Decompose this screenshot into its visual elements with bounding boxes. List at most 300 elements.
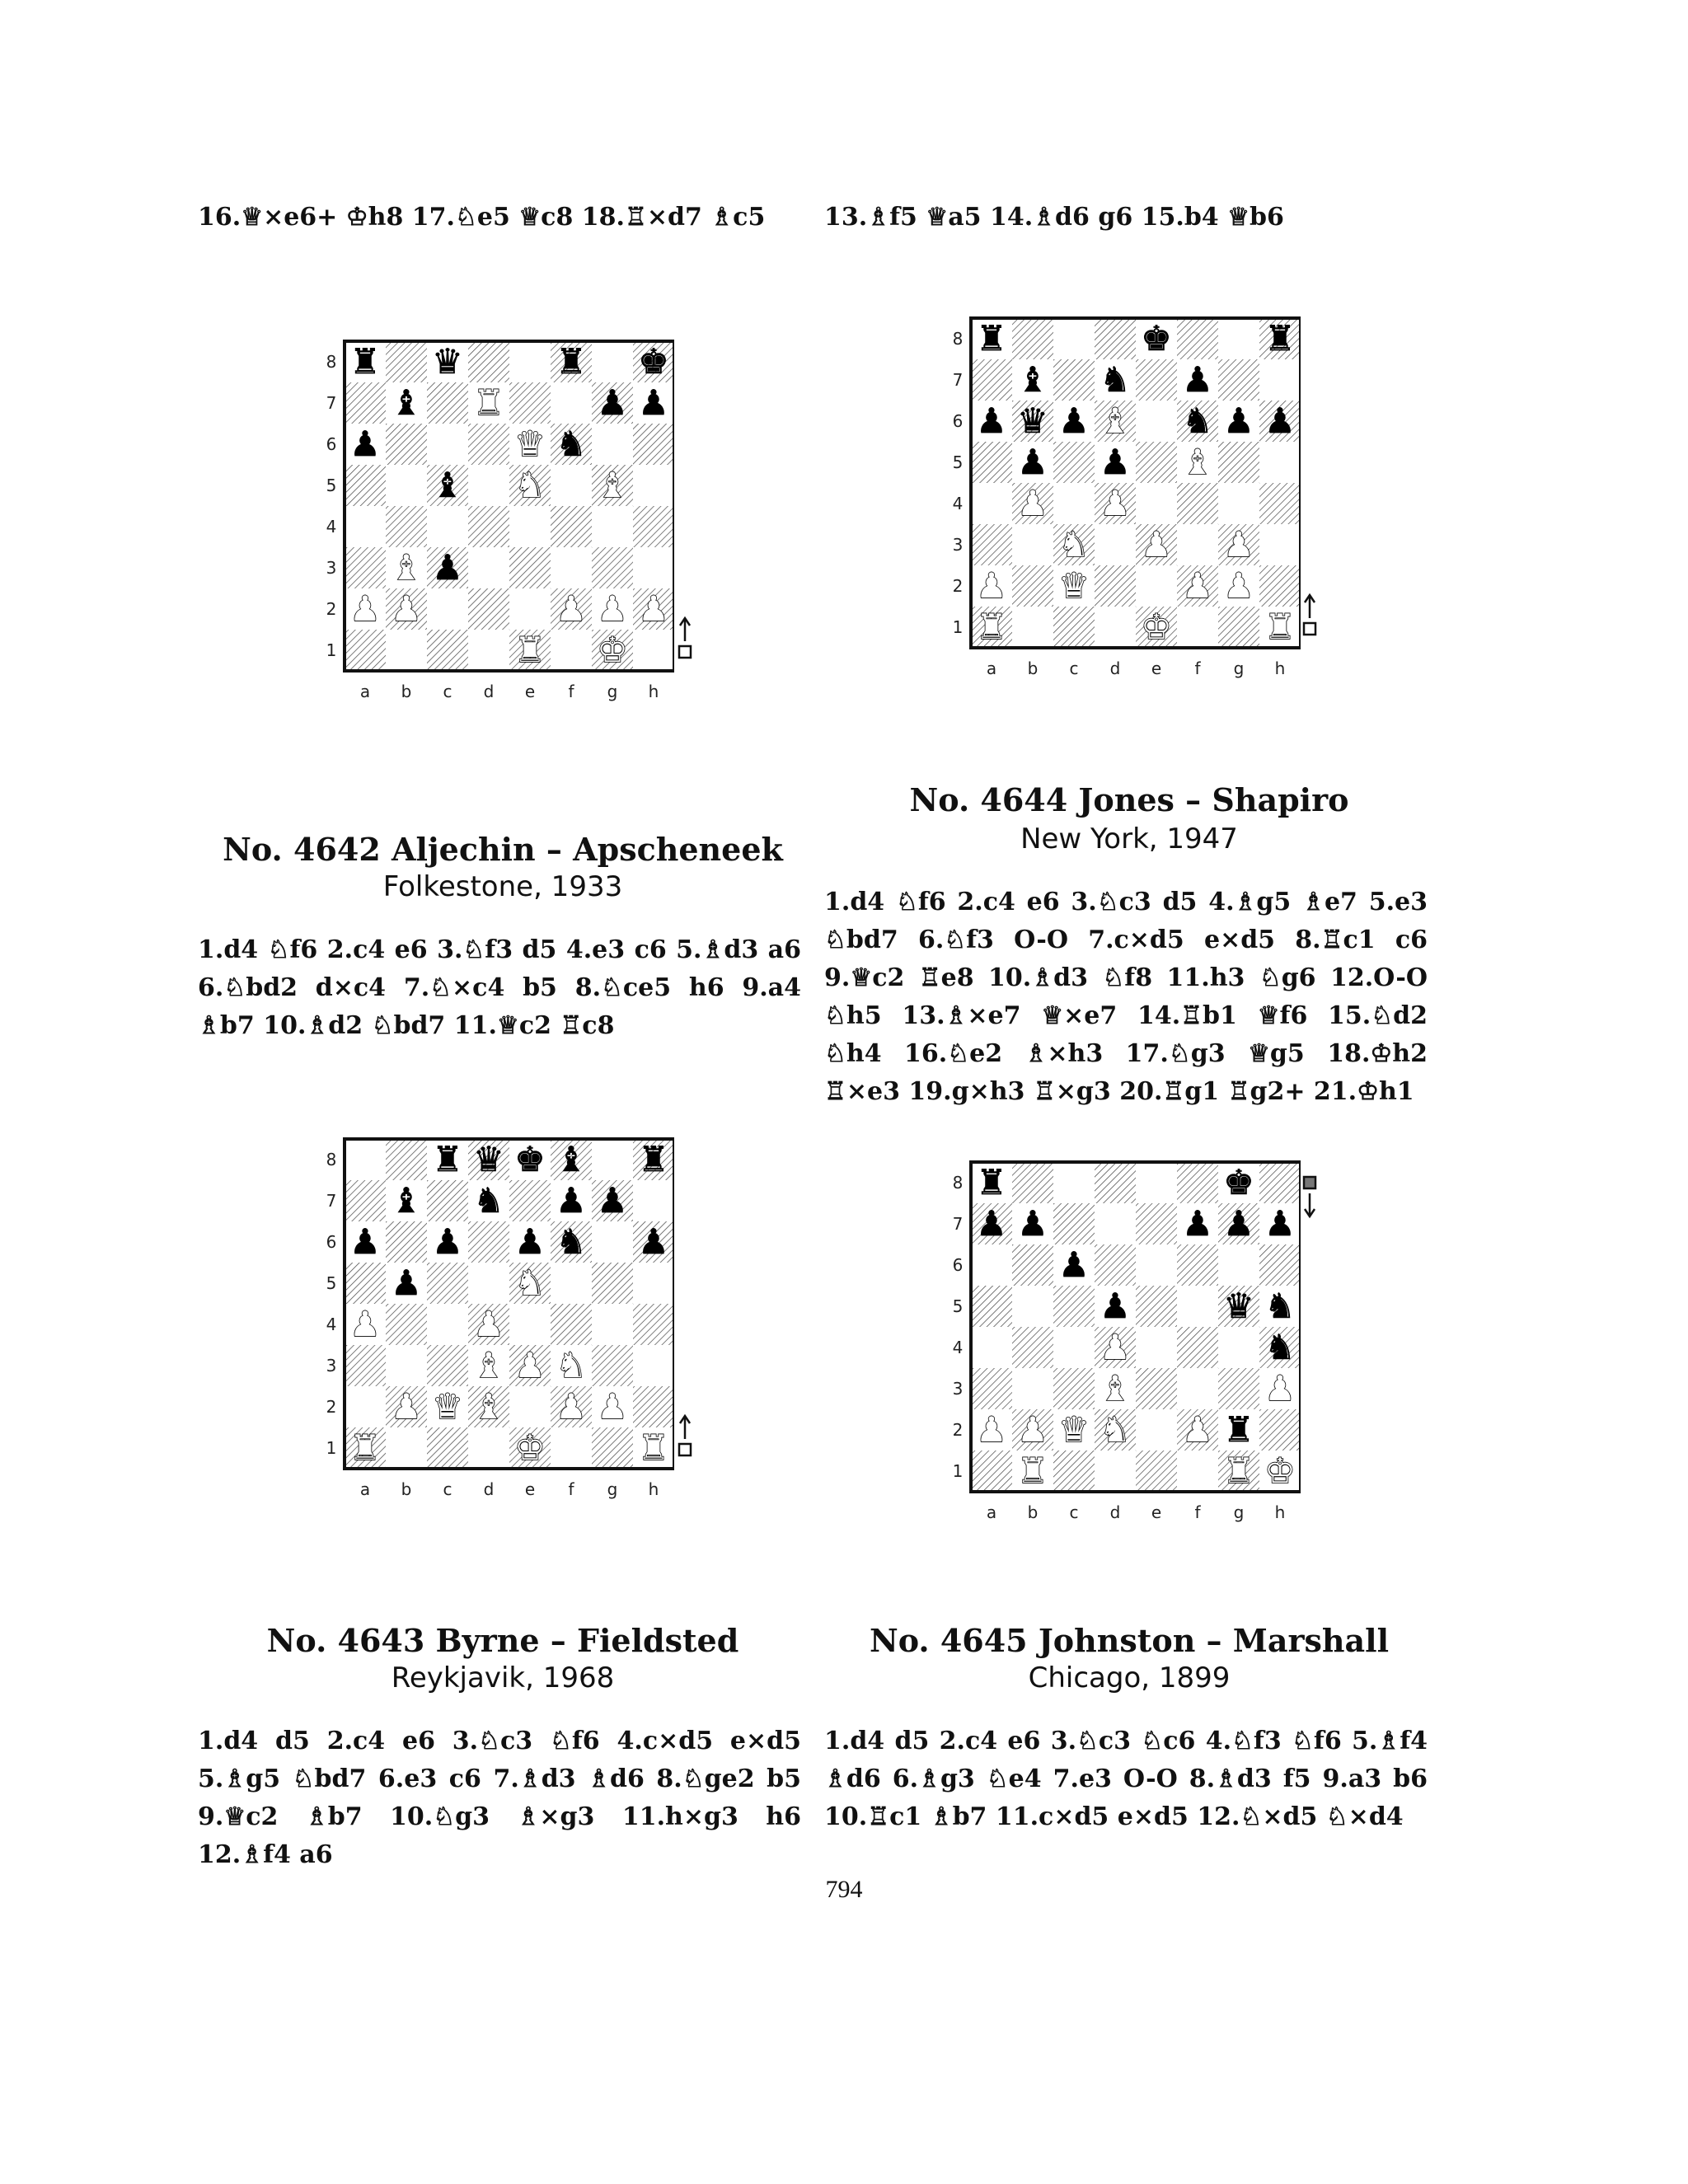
black-pawn-icon: ♟ — [432, 1221, 463, 1262]
white-pawn-icon: ♟ — [1264, 1368, 1296, 1408]
black-knight-icon: ♞ — [556, 424, 587, 464]
board-square — [1177, 1368, 1218, 1409]
board-square — [386, 630, 427, 671]
white-pawn-icon: ♟ — [1223, 524, 1254, 565]
board-square — [427, 1345, 468, 1386]
rank-label: 6 — [326, 1232, 337, 1252]
board-square — [1218, 483, 1259, 524]
white-pawn-icon: ♟ — [638, 588, 669, 629]
file-label: e — [524, 1479, 536, 1499]
board-square — [1136, 1409, 1177, 1451]
white-queen-icon: ♛ — [432, 1386, 463, 1427]
white-pawn-icon: ♟ — [556, 588, 587, 629]
white-king-icon: ♚ — [597, 630, 628, 670]
rank-label: 3 — [326, 1356, 337, 1376]
board-square — [1136, 483, 1177, 524]
black-pawn-icon: ♟ — [514, 1221, 546, 1262]
board-square — [427, 506, 468, 547]
black-pawn-icon: ♟ — [976, 401, 1007, 441]
white-pawn-icon: ♟ — [473, 1304, 504, 1344]
black-pawn-icon: ♟ — [1182, 1203, 1213, 1244]
board-square — [1136, 401, 1177, 442]
board-square — [551, 1427, 592, 1469]
black-pawn-icon: ♟ — [1264, 1203, 1296, 1244]
rank-label: 4 — [326, 517, 337, 537]
board-square — [1259, 442, 1301, 483]
board-square — [592, 1139, 633, 1180]
white-pawn-icon: ♟ — [349, 588, 381, 629]
board-square — [592, 1221, 633, 1263]
rank-label: 6 — [952, 411, 964, 431]
board-square — [1095, 524, 1136, 565]
black-rook-icon: ♜ — [1264, 318, 1296, 359]
black-pawn-icon: ♟ — [638, 1221, 669, 1262]
board-square — [633, 506, 674, 547]
rank-label: 4 — [952, 494, 964, 513]
black-pawn-icon: ♟ — [391, 1263, 422, 1303]
rank-label: 1 — [952, 617, 964, 637]
file-label: c — [443, 1479, 452, 1499]
board-square — [345, 506, 386, 547]
board-square — [1095, 1203, 1136, 1244]
chess-diagram-4643 — [320, 1134, 674, 1505]
file-label: e — [1151, 658, 1162, 678]
board-square — [468, 341, 509, 382]
board-square — [592, 1304, 633, 1345]
white-bishop-icon: ♝ — [597, 465, 628, 505]
rank-label: 7 — [952, 1214, 964, 1234]
board-square — [971, 1244, 1012, 1286]
black-pawn-icon: ♟ — [349, 424, 381, 464]
board-square — [633, 547, 674, 588]
board-square — [1177, 607, 1218, 648]
white-bishop-icon: ♝ — [1182, 442, 1213, 482]
board-square — [592, 1263, 633, 1304]
board-square — [1053, 483, 1095, 524]
board-square — [427, 588, 468, 630]
file-label: g — [607, 1479, 618, 1499]
white-pawn-icon: ♟ — [556, 1386, 587, 1427]
black-knight-icon: ♞ — [1264, 1286, 1296, 1326]
black-king-icon: ♚ — [1223, 1162, 1254, 1202]
board-square — [345, 1139, 386, 1180]
black-pawn-icon: ♟ — [1100, 1286, 1131, 1326]
board-square — [509, 1304, 551, 1345]
black-pawn-icon: ♟ — [976, 1203, 1007, 1244]
board-square — [1259, 1409, 1301, 1451]
white-pawn-icon: ♟ — [1182, 565, 1213, 606]
board-square — [1218, 359, 1259, 401]
black-pawn-icon: ♟ — [597, 1180, 628, 1221]
board-square — [633, 1180, 674, 1221]
game-moves-4642: 1.d4 ♘f6 2.c4 e6 3.♘f3 d5 4.e3 c6 5.♗d3 a6 6.♘bd2 d×c4 7.♘×c4 b5 8.♘ce5 h6 9.a4 ♗b7 10.♗d2 ♘bd7 11.♕c2 ♖c8 — [198, 935, 801, 1040]
white-bishop-icon: ♝ — [1100, 1368, 1131, 1408]
rank-label: 5 — [326, 476, 337, 495]
black-knight-icon: ♞ — [473, 1180, 504, 1221]
board-square — [592, 1345, 633, 1386]
file-label: c — [1069, 658, 1079, 678]
file-label: h — [648, 682, 659, 701]
board-square — [592, 506, 633, 547]
white-knight-icon: ♞ — [514, 1263, 546, 1303]
black-pawn-icon: ♟ — [1100, 442, 1131, 482]
black-knight-icon: ♞ — [1100, 359, 1131, 400]
white-pawn-icon: ♟ — [1017, 483, 1048, 523]
board-square — [592, 547, 633, 588]
file-label: c — [443, 682, 452, 701]
board-square — [468, 1263, 509, 1304]
game-place-4642: Folkestone, 1933 — [382, 870, 623, 903]
board-square — [551, 465, 592, 506]
file-label: e — [524, 682, 536, 701]
board-square — [468, 506, 509, 547]
white-knight-icon: ♞ — [1058, 524, 1090, 565]
board-square — [1053, 1327, 1095, 1368]
white-pawn-icon: ♟ — [1100, 1327, 1131, 1367]
black-queen-icon: ♛ — [432, 341, 463, 382]
file-label: d — [1109, 658, 1121, 678]
board-square — [971, 524, 1012, 565]
black-bishop-icon: ♝ — [391, 382, 422, 423]
file-label: a — [359, 1479, 371, 1499]
white-rook-icon: ♜ — [1264, 607, 1296, 647]
board-square — [592, 341, 633, 382]
board-square — [1053, 442, 1095, 483]
board-square — [1177, 1162, 1218, 1203]
board-square — [386, 1345, 427, 1386]
game-place-4643: Reykjavik, 1968 — [391, 1661, 615, 1694]
board-square — [345, 1180, 386, 1221]
board-square — [551, 630, 592, 671]
board-square — [971, 359, 1012, 401]
board-square — [468, 547, 509, 588]
board-square — [1053, 359, 1095, 401]
white-king-icon: ♚ — [514, 1427, 546, 1468]
black-knight-icon: ♞ — [1182, 401, 1213, 441]
black-pawn-icon: ♟ — [638, 382, 669, 423]
black-rook-icon: ♜ — [1223, 1409, 1254, 1450]
file-label: h — [1274, 1502, 1286, 1522]
board-square — [633, 1263, 674, 1304]
white-rook-icon: ♜ — [514, 630, 546, 670]
rank-label: 5 — [952, 1296, 964, 1316]
board-square — [1177, 483, 1218, 524]
file-label: a — [986, 658, 997, 678]
black-bishop-icon: ♝ — [1017, 359, 1048, 400]
white-pawn-icon: ♟ — [349, 1304, 381, 1344]
board-square — [633, 424, 674, 465]
file-label: g — [607, 682, 618, 701]
board-square — [1095, 1162, 1136, 1203]
board-square — [1218, 1327, 1259, 1368]
board-square — [386, 1221, 427, 1263]
rank-label: 5 — [326, 1273, 337, 1293]
board-square — [509, 1180, 551, 1221]
rank-label: 4 — [952, 1338, 964, 1357]
board-square — [633, 1304, 674, 1345]
rank-label: 6 — [952, 1255, 964, 1275]
file-label: d — [483, 1479, 495, 1499]
board-square — [551, 506, 592, 547]
board-square — [427, 424, 468, 465]
board-square — [1095, 1244, 1136, 1286]
white-pawn-icon: ♟ — [391, 1386, 422, 1427]
board-square — [1012, 1162, 1053, 1203]
rank-label: 1 — [326, 640, 337, 660]
board-square — [1053, 318, 1095, 359]
white-pawn-icon: ♟ — [1017, 1409, 1048, 1450]
black-pawn-icon: ♟ — [1182, 359, 1213, 400]
white-rook-icon: ♜ — [1017, 1451, 1048, 1491]
chess-diagram-4642 — [320, 336, 674, 707]
board-square — [1053, 1368, 1095, 1409]
white-king-icon: ♚ — [1264, 1451, 1296, 1491]
board-square — [1012, 1244, 1053, 1286]
white-rook-icon: ♜ — [638, 1427, 669, 1468]
board-square — [1136, 1368, 1177, 1409]
black-pawn-icon: ♟ — [1223, 401, 1254, 441]
board-square — [1218, 607, 1259, 648]
board-square — [1136, 442, 1177, 483]
board-square — [971, 1451, 1012, 1492]
white-knight-icon: ♞ — [556, 1345, 587, 1385]
board-square — [427, 1427, 468, 1469]
file-label: f — [568, 1479, 574, 1499]
board-square — [468, 1427, 509, 1469]
rank-label: 1 — [326, 1438, 337, 1458]
board-square — [1136, 1451, 1177, 1492]
board-square — [345, 465, 386, 506]
board-square — [633, 630, 674, 671]
black-bishop-icon: ♝ — [391, 1180, 422, 1221]
board-square — [386, 465, 427, 506]
board-square — [427, 1263, 468, 1304]
board-square — [1136, 1244, 1177, 1286]
continued-moves-right: 13.♗f5 ♕a5 14.♗d6 g6 15.b4 ♕b6 — [824, 203, 1284, 232]
white-bishop-icon: ♝ — [391, 547, 422, 588]
rank-label: 7 — [326, 393, 337, 413]
board-square — [1177, 318, 1218, 359]
black-pawn-icon: ♟ — [1058, 401, 1090, 441]
file-label: b — [1027, 658, 1039, 678]
board-square — [1177, 1244, 1218, 1286]
board-square — [971, 483, 1012, 524]
board-square — [1259, 565, 1301, 607]
white-pawn-icon: ♟ — [1141, 524, 1172, 565]
board-square — [1136, 359, 1177, 401]
board-square — [1136, 1203, 1177, 1244]
white-king-icon: ♚ — [1141, 607, 1172, 647]
black-queen-icon: ♛ — [1017, 401, 1048, 441]
black-rook-icon: ♜ — [976, 318, 1007, 359]
board-square — [1012, 607, 1053, 648]
board-square — [345, 1345, 386, 1386]
board-square — [345, 547, 386, 588]
black-pawn-icon: ♟ — [556, 1180, 587, 1221]
rank-label: 2 — [326, 599, 337, 619]
file-label: b — [401, 1479, 412, 1499]
rank-label: 7 — [952, 370, 964, 390]
board-square — [427, 1304, 468, 1345]
file-label: d — [1109, 1502, 1121, 1522]
board-square — [971, 442, 1012, 483]
rank-label: 3 — [952, 535, 964, 555]
white-to-move-indicator — [674, 1413, 696, 1459]
board-square — [509, 341, 551, 382]
board-square — [1136, 1286, 1177, 1327]
board-square — [551, 1304, 592, 1345]
board-square — [1218, 1244, 1259, 1286]
rank-label: 8 — [952, 1173, 964, 1193]
file-label: f — [1194, 658, 1201, 678]
board-square — [633, 465, 674, 506]
board-square — [1095, 607, 1136, 648]
game-moves-4645: 1.d4 d5 2.c4 e6 3.♘c3 ♘c6 4.♘f3 ♘f6 5.♗f4 ♗d6 6.♗g3 ♘e4 7.e3 O-O 8.♗d3 f5 9.a3 b6 10.♖c1 ♗b7 11.c×d5 e×d5 12.♘×d5 ♘×d4 — [824, 1727, 1428, 1831]
white-rook-icon: ♜ — [976, 607, 1007, 647]
board-square — [509, 547, 551, 588]
white-rook-icon: ♜ — [473, 382, 504, 423]
rank-label: 6 — [326, 434, 337, 454]
game-title-4643: No. 4643 Byrne – Fieldsted — [266, 1622, 739, 1659]
black-pawn-icon: ♟ — [432, 547, 463, 588]
board-square — [1012, 1286, 1053, 1327]
white-pawn-icon: ♟ — [976, 1409, 1007, 1450]
black-queen-icon: ♛ — [1223, 1286, 1254, 1326]
rank-label: 7 — [326, 1191, 337, 1211]
board-square — [1095, 1451, 1136, 1492]
board-square — [971, 1286, 1012, 1327]
board-square — [345, 382, 386, 424]
board-square — [1053, 1162, 1095, 1203]
white-bishop-icon: ♝ — [1100, 401, 1131, 441]
board-square — [551, 547, 592, 588]
continued-moves-left: 16.♕×e6+ ♔h8 17.♘e5 ♕c8 18.♖×d7 ♗c5 — [198, 203, 766, 232]
white-pawn-icon: ♟ — [976, 565, 1007, 606]
black-knight-icon: ♞ — [1264, 1327, 1296, 1367]
black-queen-icon: ♛ — [473, 1139, 504, 1179]
white-knight-icon: ♞ — [514, 465, 546, 505]
white-to-move-indicator — [1299, 592, 1320, 638]
chess-diagram-4644 — [946, 313, 1301, 684]
board-square — [1095, 565, 1136, 607]
board-square — [1259, 1162, 1301, 1203]
board-square — [1259, 1244, 1301, 1286]
rank-label: 5 — [952, 452, 964, 472]
black-rook-icon: ♜ — [556, 341, 587, 382]
board-square — [509, 588, 551, 630]
board-square — [427, 382, 468, 424]
board-square — [509, 382, 551, 424]
rank-label: 2 — [326, 1397, 337, 1417]
board-square — [386, 1304, 427, 1345]
board-square — [1053, 1286, 1095, 1327]
white-pawn-icon: ♟ — [597, 588, 628, 629]
board-square — [1177, 1327, 1218, 1368]
game-title-4642: No. 4642 Aljechin – Apscheneek — [223, 831, 783, 868]
white-pawn-icon: ♟ — [1182, 1409, 1213, 1450]
file-label: c — [1069, 1502, 1079, 1522]
board-square — [1177, 524, 1218, 565]
white-queen-icon: ♛ — [1058, 1409, 1090, 1450]
file-label: d — [483, 682, 495, 701]
board-square — [1012, 318, 1053, 359]
white-queen-icon: ♛ — [514, 424, 546, 464]
rank-label: 8 — [326, 352, 337, 372]
board-square — [345, 1386, 386, 1427]
board-square — [427, 1180, 468, 1221]
file-label: a — [359, 682, 371, 701]
white-pawn-icon: ♟ — [1223, 565, 1254, 606]
board-square — [551, 1263, 592, 1304]
rank-label: 3 — [952, 1379, 964, 1399]
black-pawn-icon: ♟ — [1017, 1203, 1048, 1244]
black-king-icon: ♚ — [1141, 318, 1172, 359]
black-rook-icon: ♜ — [349, 341, 381, 382]
game-title-4645: No. 4645 Johnston – Marshall — [869, 1622, 1390, 1659]
file-label: g — [1233, 658, 1245, 678]
board-square — [551, 382, 592, 424]
black-pawn-icon: ♟ — [1058, 1244, 1090, 1285]
white-rook-icon: ♜ — [1223, 1451, 1254, 1491]
board-square — [1136, 1162, 1177, 1203]
board-square — [345, 1263, 386, 1304]
rank-label: 2 — [952, 1420, 964, 1440]
board-square — [1053, 1203, 1095, 1244]
white-to-move-indicator — [674, 615, 696, 661]
page-number: 794 — [825, 1876, 863, 1903]
board-square — [1177, 1451, 1218, 1492]
board-square — [468, 630, 509, 671]
white-pawn-icon: ♟ — [597, 1386, 628, 1427]
board-square — [592, 1427, 633, 1469]
board-square — [1218, 318, 1259, 359]
board-square — [971, 1368, 1012, 1409]
file-label: h — [648, 1479, 659, 1499]
file-label: g — [1233, 1502, 1245, 1522]
black-pawn-icon: ♟ — [1223, 1203, 1254, 1244]
board-square — [509, 1386, 551, 1427]
board-square — [1095, 318, 1136, 359]
board-square — [468, 1221, 509, 1263]
rank-label: 4 — [326, 1315, 337, 1334]
board-square — [386, 341, 427, 382]
white-pawn-icon: ♟ — [391, 588, 422, 629]
game-place-4645: Chicago, 1899 — [1028, 1661, 1231, 1694]
board-square — [468, 588, 509, 630]
board-square — [633, 1345, 674, 1386]
board-square — [1012, 565, 1053, 607]
board-square — [345, 630, 386, 671]
black-pawn-icon: ♟ — [349, 1221, 381, 1262]
white-queen-icon: ♛ — [1058, 565, 1090, 606]
chess-diagram-4645 — [946, 1157, 1301, 1528]
rank-label: 8 — [326, 1150, 337, 1169]
white-rook-icon: ♜ — [349, 1427, 381, 1468]
board-square — [1177, 1286, 1218, 1327]
board-square — [1053, 1451, 1095, 1492]
file-label: e — [1151, 1502, 1162, 1522]
board-square — [592, 424, 633, 465]
white-pawn-icon: ♟ — [514, 1345, 546, 1385]
board-square — [468, 424, 509, 465]
game-moves-4644: 1.d4 ♘f6 2.c4 e6 3.♘c3 d5 4.♗g5 ♗e7 5.e3 ♘bd7 6.♘f3 O-O 7.c×d5 e×d5 8.♖c1 c6 9.♕c2 ♖e8 10.♗d3 ♘f8 11.h3 ♘g6 12.O-O ♘h5 13.♗×e7 ♕×e7 14.♖b1 ♕f6 15.♘d2 ♘h4 16.♘e2 ♗×h3 17.♘g3 ♕g5 18.♔h2 ♖×e3 19.g×h3 ♖×g3 20.♖g1 ♖g2+ 21.♔h1 — [824, 888, 1428, 1106]
board-square — [633, 1386, 674, 1427]
black-rook-icon: ♜ — [976, 1162, 1007, 1202]
black-pawn-icon: ♟ — [1264, 401, 1296, 441]
board-square — [1012, 1327, 1053, 1368]
board-square — [1012, 1368, 1053, 1409]
board-square — [1136, 565, 1177, 607]
